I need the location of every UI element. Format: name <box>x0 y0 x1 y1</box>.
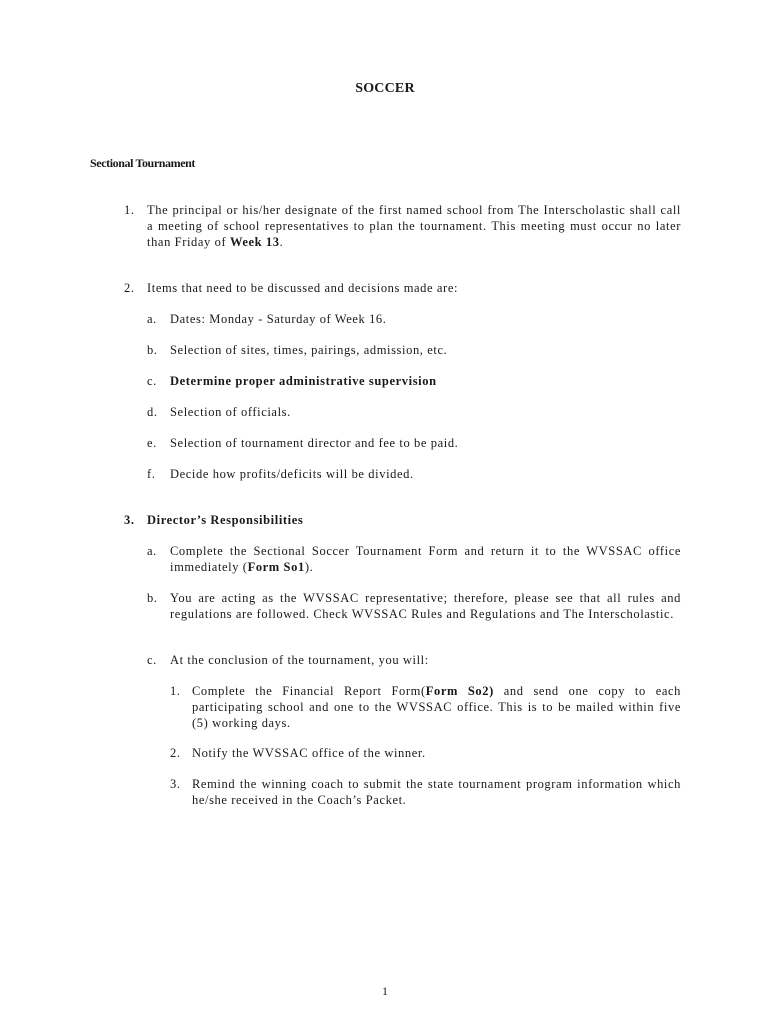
item-text: At the conclusion of the tournament, you will: <box>170 653 429 667</box>
list-item-3c <box>147 652 681 668</box>
list-item-3a <box>147 543 681 575</box>
item-tail: . <box>279 235 284 249</box>
list-item-1 <box>124 202 681 250</box>
section-heading: Sectional Tournament <box>90 156 196 170</box>
item-text: Notify the WVSSAC office of the winner. <box>192 746 426 760</box>
item-text: Dates: Monday - Saturday of Week 16. <box>170 312 387 326</box>
item-text: Items that need to be discussed and decisions made are: <box>147 281 459 295</box>
item-bold: Form So1 <box>247 560 305 574</box>
item-number: e. <box>147 436 157 450</box>
item-number: a. <box>147 544 157 558</box>
item-text: You are acting as the WVSSAC representative; therefore, please see that all rules and regulations are followed. Check WVSSAC Rules and Regulations and The Interscholastic. <box>170 591 681 621</box>
item-body: The principal or his/her designate of the first named school from The Interscholastic shall call a meeting of school representatives to plan the tournament. This meeting must occur no later than Friday of <box>147 203 681 249</box>
item-number: 1. <box>170 684 181 698</box>
item-tail: ). <box>304 560 314 574</box>
item-text: Selection of sites, times, pairings, admission, etc. <box>170 343 448 357</box>
list-item-3c3 <box>170 776 681 808</box>
list-item-2b <box>147 342 681 358</box>
item-bold: Director’s Responsibilities <box>147 513 304 527</box>
page-title: SOCCER <box>355 81 415 96</box>
list-item-3c2 <box>170 745 681 761</box>
list-item-2f <box>147 466 681 482</box>
item-bold: Week 13 <box>229 235 280 249</box>
item-number: a. <box>147 312 157 326</box>
list-item-2c <box>147 373 681 389</box>
item-number: 3. <box>124 513 135 527</box>
item-bold: Determine proper administrative supervision <box>170 374 437 388</box>
item-body: Complete the Financial Report Form( <box>192 684 426 698</box>
item-text <box>147 512 681 528</box>
list-item-3b <box>147 590 681 622</box>
item-number: 1. <box>124 203 135 217</box>
item-number: f. <box>147 467 156 481</box>
list-item-3 <box>124 512 681 528</box>
item-text <box>192 683 681 731</box>
item-text: Remind the winning coach to submit the state tournament program information which he/she received in the Coach’s Packet. <box>192 777 681 807</box>
item-number: b. <box>147 591 158 605</box>
list-item-2 <box>124 280 681 296</box>
item-number: 2. <box>170 746 181 760</box>
item-number: b. <box>147 343 158 357</box>
item-number: 3. <box>170 777 181 791</box>
item-text <box>147 202 681 250</box>
item-number: 2. <box>124 281 135 295</box>
item-text <box>170 373 681 389</box>
item-bold: Form So2) <box>425 684 494 698</box>
item-number: c. <box>147 374 157 388</box>
item-text: Decide how profits/deficits will be divided. <box>170 467 414 481</box>
list-item-3c1 <box>170 683 681 731</box>
page-number: 1 <box>382 984 388 998</box>
item-body: Complete the Sectional Soccer Tournament Form and return it to the WVSSAC office immediately ( <box>170 544 681 574</box>
item-text: Selection of tournament director and fee to be paid. <box>170 436 459 450</box>
item-number: c. <box>147 653 157 667</box>
list-item-2e <box>147 435 681 451</box>
item-tail: and send one copy to each participating school and one to the WVSSAC office. This is to be mailed within five (5) working days. <box>192 684 681 730</box>
list-item-2a <box>147 311 681 327</box>
list-item-2d <box>147 404 681 420</box>
item-text: Selection of officials. <box>170 405 291 419</box>
item-number: d. <box>147 405 158 419</box>
item-text <box>170 543 681 575</box>
